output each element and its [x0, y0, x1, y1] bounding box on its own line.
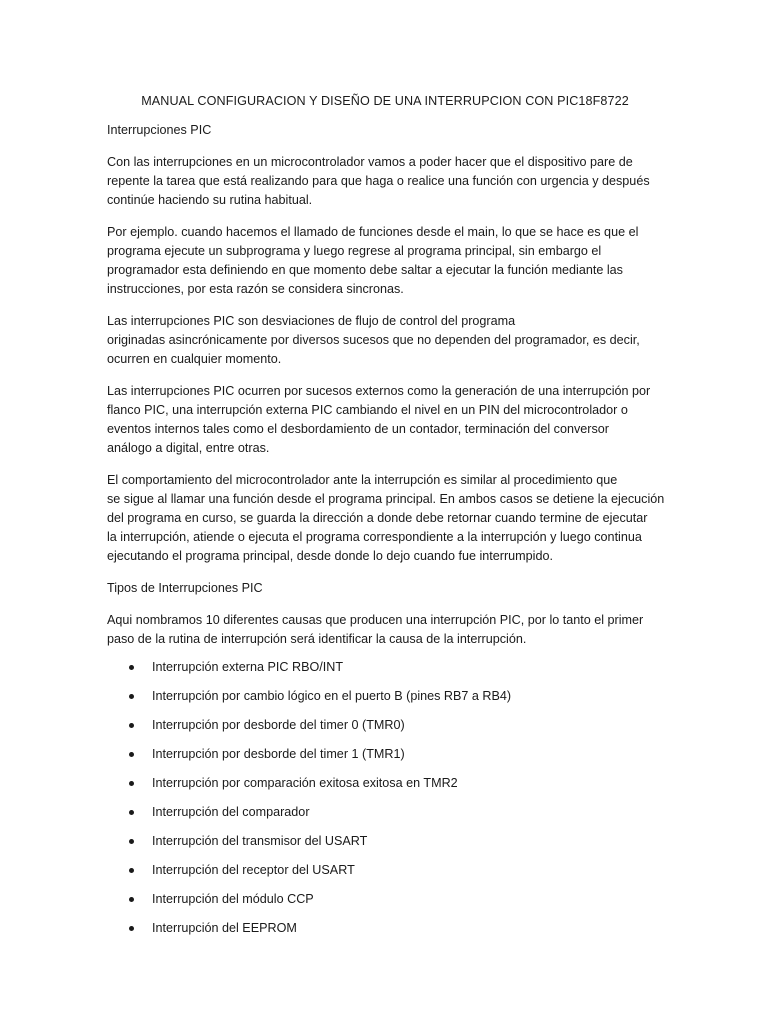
list-item: [107, 890, 663, 919]
paragraph-line: eventos internos tales como el desbordamiento de un contador, terminación del conversor: [107, 422, 609, 436]
list-item: [107, 745, 663, 774]
paragraph-line: Las interrupciones PIC son desviaciones de flujo de control del programa: [107, 314, 516, 328]
paragraph-example: [107, 223, 663, 299]
section-heading-tipos: Tipos de Interrupciones PIC: [107, 581, 263, 595]
section-heading-interrupciones: Interrupciones PIC: [107, 123, 212, 137]
list-item-label: Interrupción por cambio lógico en el puerto B (pines RB7 a RB4): [152, 689, 512, 703]
paragraph-line: Por ejemplo. cuando hacemos el llamado de funciones desde el main, lo que se hace es que el: [107, 225, 639, 239]
paragraph-line: originadas asincrónicamente por diversos sucesos que no dependen del programador, es decir,: [107, 333, 640, 347]
list-item: [107, 803, 663, 832]
list-item-label: Interrupción del módulo CCP: [152, 892, 314, 906]
list-item: [107, 658, 663, 687]
paragraph-line: programador esta definiendo en que momento debe saltar a ejecutar la función mediante las: [107, 263, 623, 277]
bullet-icon: [129, 694, 134, 699]
paragraph-behavior: [107, 471, 663, 566]
paragraph-line: Aqui nombramos 10 diferentes causas que producen una interrupción PIC, por lo tanto el primer: [107, 613, 644, 627]
paragraph-line: repente la tarea que está realizando para que haga o realice una función con urgencia y después: [107, 174, 650, 188]
list-item: [107, 774, 663, 803]
paragraph-line: la interrupción, atiende o ejecuta el programa correspondiente a la interrupción y luego continua: [107, 530, 642, 544]
document-title: MANUAL CONFIGURACION Y DISEÑO DE UNA INTERRUPCION CON PIC18F8722: [141, 94, 629, 108]
list-item: [107, 832, 663, 861]
list-item-label: Interrupción del comparador: [152, 805, 310, 819]
bullet-icon: [129, 868, 134, 873]
bullet-icon: [129, 926, 134, 931]
paragraph-line: continúe haciendo su rutina habitual.: [107, 193, 313, 207]
paragraph-causes: [107, 611, 663, 649]
document-page: [107, 92, 663, 948]
paragraph-line: análogo a digital, entre otras.: [107, 441, 270, 455]
bullet-icon: [129, 752, 134, 757]
interrupt-types-list: [107, 658, 663, 948]
list-item-label: Interrupción por desborde del timer 0 (TMR0): [152, 718, 405, 732]
list-item-label: Interrupción por comparación exitosa exitosa en TMR2: [152, 776, 458, 790]
paragraph-line: Las interrupciones PIC ocurren por sucesos externos como la generación de una interrupción por: [107, 384, 651, 398]
paragraph-line: ejecutando el programa principal, desde donde lo dejo cuando fue interrumpido.: [107, 549, 553, 563]
paragraph-line: del programa en curso, se guarda la dirección a donde debe retornar cuando termine de ejecutar: [107, 511, 648, 525]
paragraph-line: se sigue al llamar una función desde el programa principal. En ambos casos se detiene la ejecución: [107, 492, 665, 506]
bullet-icon: [129, 810, 134, 815]
bullet-icon: [129, 839, 134, 844]
paragraph-definition: [107, 312, 663, 369]
bullet-icon: [129, 897, 134, 902]
paragraph-line: programa ejecute un subprograma y luego regrese al programa principal, sin embargo el: [107, 244, 602, 258]
paragraph-line: ocurren en cualquier momento.: [107, 352, 282, 366]
paragraph-line: El comportamiento del microcontrolador ante la interrupción es similar al procedimiento que: [107, 473, 618, 487]
bullet-icon: [129, 723, 134, 728]
paragraph-line: flanco PIC, una interrupción externa PIC cambiando el nivel en un PIN del microcontrolador o: [107, 403, 628, 417]
paragraph-sources: [107, 382, 663, 458]
bullet-icon: [129, 665, 134, 670]
list-item: [107, 919, 663, 948]
paragraph-line: Con las interrupciones en un microcontrolador vamos a poder hacer que el dispositivo pare de: [107, 155, 633, 169]
list-item: [107, 861, 663, 890]
paragraph-line: instrucciones, por esta razón se considera sincronas.: [107, 282, 404, 296]
list-item-label: Interrupción por desborde del timer 1 (TMR1): [152, 747, 405, 761]
list-item: [107, 687, 663, 716]
paragraph-line: paso de la rutina de interrupción será identificar la causa de la interrupción.: [107, 632, 527, 646]
paragraph-intro: [107, 153, 663, 210]
list-item-label: Interrupción del receptor del USART: [152, 863, 355, 877]
list-item-label: Interrupción del EEPROM: [152, 921, 297, 935]
bullet-icon: [129, 781, 134, 786]
list-item-label: Interrupción externa PIC RBO/INT: [152, 660, 344, 674]
list-item: [107, 716, 663, 745]
list-item-label: Interrupción del transmisor del USART: [152, 834, 368, 848]
